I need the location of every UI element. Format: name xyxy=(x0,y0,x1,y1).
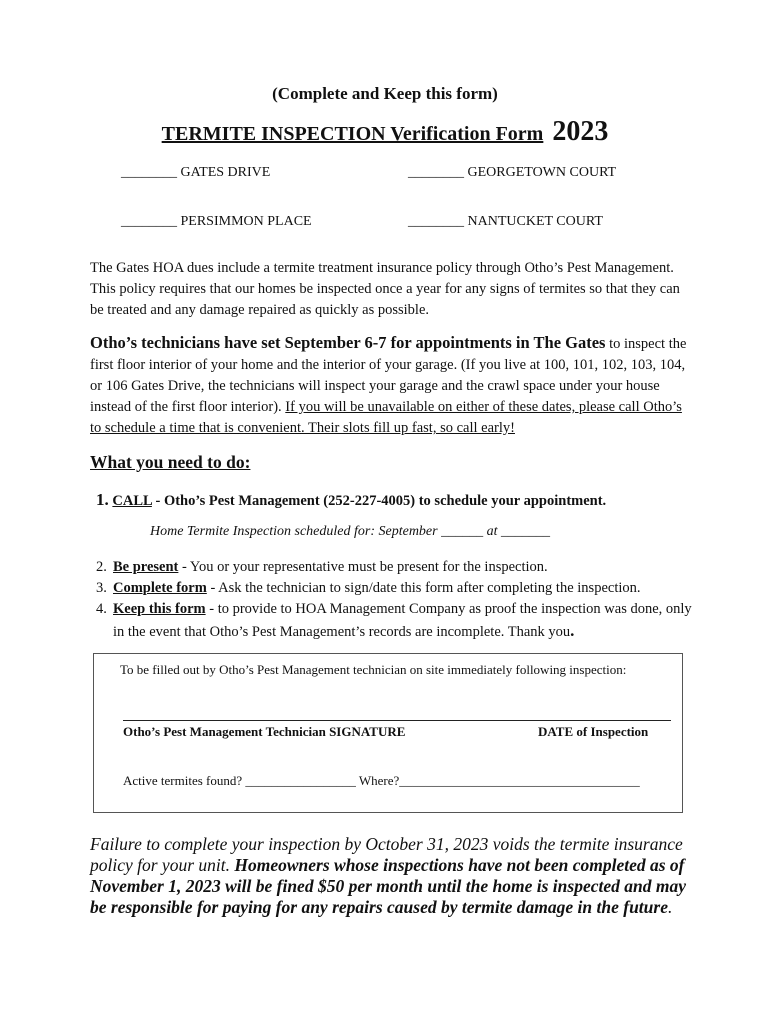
closing-liability: may be responsible for paying for any repairs caused by termite damage in the future xyxy=(90,876,686,917)
step-number: 4. xyxy=(96,601,107,617)
step-number: 3. xyxy=(96,580,107,596)
keep-note: (Complete and Keep this form) xyxy=(272,84,498,103)
scheduled-line: Home Termite Inspection scheduled for: September ______ at _______ xyxy=(150,524,550,539)
appointments-call-note: If you will be unavailable on either of these dates, please call Otho’s to schedule a time that is convenient. Their slots fill up fast, so call early! xyxy=(90,399,682,436)
step-label: Be present xyxy=(113,559,179,575)
step-label: Keep this form xyxy=(113,601,206,617)
step-number: 1. xyxy=(96,490,109,509)
intro-paragraph: The Gates HOA dues include a termite treatment insurance policy through Otho’s Pest Management. This policy requires that our homes be inspected once a year for any signs of termites so that they can be treated and any damage repaired as quickly as possible. xyxy=(90,260,680,318)
steps-list xyxy=(96,557,696,643)
termites-found-line[interactable]: Active termites found? _________________ Where?_____________________________________ xyxy=(123,773,640,788)
closing-notice xyxy=(90,834,690,918)
step-number: 2. xyxy=(96,559,107,575)
street-persimmon-place: ________ PERSIMMON PLACE xyxy=(121,214,312,229)
appointments-paragraph xyxy=(90,332,690,439)
closing-end-mark: . xyxy=(667,897,673,917)
step-text: - Ask the technician to sign/date this form after completing the inspection. xyxy=(206,580,641,596)
date-label: DATE of Inspection xyxy=(538,724,649,739)
step-label: Complete form xyxy=(113,580,207,596)
appointments-body: to inspect the first floor interior of your home and the interior of your garage. (If you live at 100, 101, 102, 103, 104, or 106 Gates Drive, the technicians will inspect your garage and the crawl space under your house instead of the first floor interior). xyxy=(90,336,687,415)
step-end-mark: . xyxy=(570,621,575,640)
technician-box-intro: To be filled out by Otho’s Pest Management technician on site immediately following inspection: xyxy=(120,662,627,677)
page-title xyxy=(0,116,770,148)
appointments-lead: Otho’s technicians have set September 6-7 for appointments in The Gates xyxy=(90,333,606,352)
step-text: - You or your representative must be present for the inspection. xyxy=(178,559,548,575)
step-call xyxy=(96,490,606,510)
closing-deadline: Failure to complete your inspection by October 31, 2023 voids the termite insurance policy for your unit. xyxy=(90,834,683,875)
step-label: CALL xyxy=(112,493,152,509)
street-nantucket-court: ________ NANTUCKET COURT xyxy=(408,214,603,229)
step-text: - to provide to HOA Management Company as proof the inspection was done, only in the event that Otho’s Pest Management’s records are incomplete. Thank you xyxy=(113,601,692,640)
signature-line[interactable] xyxy=(123,720,671,721)
street-georgetown-court: ________ GEORGETOWN COURT xyxy=(408,165,617,180)
step-text: - Otho’s Pest Management (252-227-4005) to schedule your appointment. xyxy=(151,493,607,509)
list-item xyxy=(96,557,696,578)
closing-fine: Homeowners whose inspections have not been completed as of November 1, 2023 will be fined $50 per month until the home is inspected and xyxy=(90,855,685,896)
street-gates-drive: ________ GATES DRIVE xyxy=(121,165,271,180)
form-title: TERMITE INSPECTION Verification Form xyxy=(161,123,544,145)
what-you-need-heading: What you need to do: xyxy=(90,452,251,472)
list-item xyxy=(96,599,696,643)
signature-label: Otho’s Pest Management Technician SIGNATURE xyxy=(123,724,406,739)
form-year: 2023 xyxy=(552,116,609,147)
list-item xyxy=(96,578,696,599)
